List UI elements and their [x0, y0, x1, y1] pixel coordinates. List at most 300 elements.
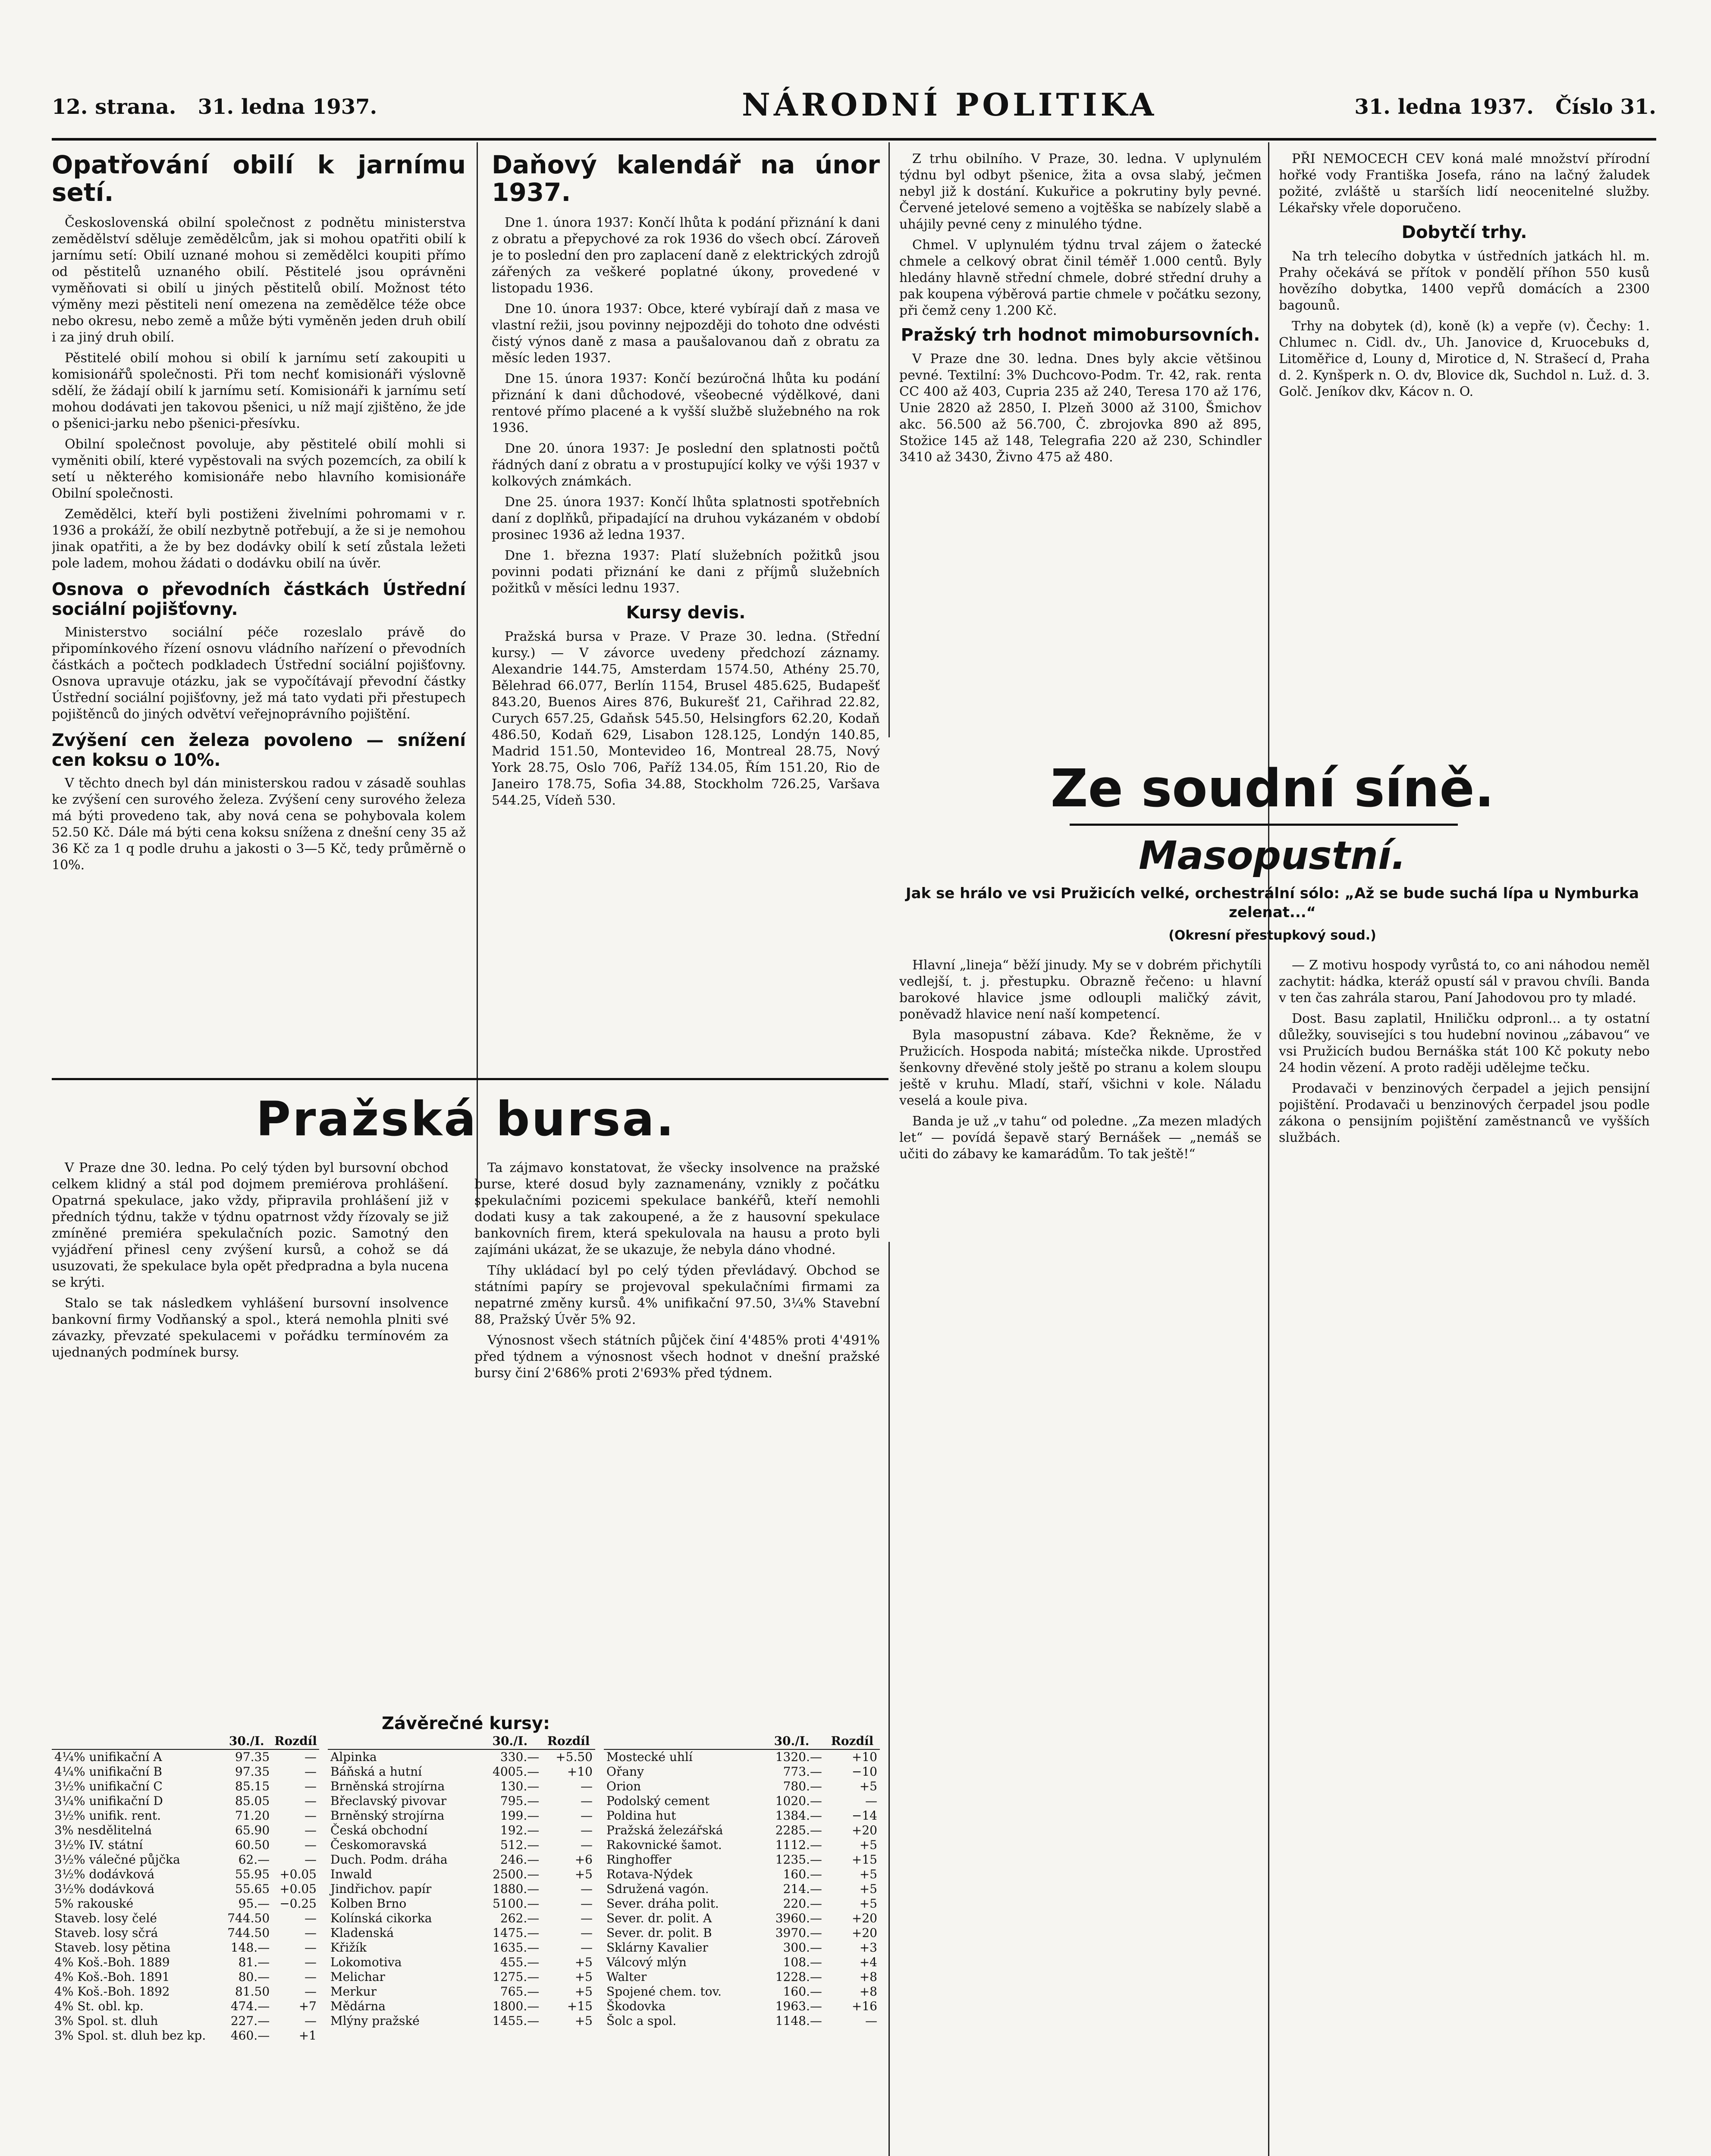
kurs-diff: +5 [575, 1970, 593, 1984]
kurs-diff: — [581, 1794, 593, 1808]
kurs-name: Rotava-Nýdek [606, 1867, 693, 1881]
kurs-value: 3960.— [775, 1911, 822, 1925]
kurs-row [52, 2028, 319, 2043]
kurs-diff: +15 [567, 1999, 593, 2013]
kurs-value: 1635.— [493, 1940, 540, 1955]
kurs-name: 3½% IV. státní [54, 1838, 143, 1852]
kurs-diff: — [581, 1911, 593, 1925]
column-rule-4 [888, 1242, 890, 2156]
kurs-row [52, 1838, 319, 1852]
kurs-name: 4¼% unifikační A [54, 1750, 162, 1764]
kurs-row [604, 1940, 880, 1955]
kurs-diff: +8 [859, 1984, 877, 1999]
kurs-diff: +3 [859, 1940, 877, 1955]
article-paragraph: Hlavní „lineja“ běží jinudy. My se v dobrém přichytíli vedlejší, t. j. přestupku. Obrazně řečeno: u hlavní barokové hlavice jsme odloupli maličký závit, poněvadž hlavice není naší kompetencí. [899, 958, 1262, 1022]
kurs-name: Brněnský strojírna [330, 1808, 445, 1823]
column-rule-3 [1268, 142, 1269, 2156]
kurs-row [328, 1838, 595, 1852]
kurs-name: Sklárny Kavalier [606, 1940, 708, 1955]
article-title-trhy: Dobytčí trhy. [1401, 222, 1527, 242]
section-title-bursa: Pražská bursa. [256, 1091, 676, 1147]
kurs-name: Mědárna [330, 1999, 386, 2013]
kurs-diff: — [305, 1970, 317, 1984]
article-title-obili: Opatřování obilí k jarnímu setí. [52, 151, 466, 207]
article-paragraph: V Praze dne 30. ledna. Dnes byly akcie většinou pevné. Textilní: 3% Duchcovo-Podm. Tr. 42, rak. renta CC 400 až 403, Cupria 235 až 240, Teresa 170 až 176, Unie 2820 až 2850, I. Plzeň 3000 až 3100, Šmichov akc. 56.500 až 56.700, Č. zbrojovka 890 až 895, Stožice 145 až 148, Telegrafia 220 až 230, Schindler 3410 až 3430, Živno 475 až 480. [899, 351, 1262, 465]
article-paragraph: Ministerstvo sociální péče rozeslalo právě do připomínkového řízení osnovu vládního nařízení o převodních částkách a počtech podkladech Ústřední sociální pojišťovny. Osnova upravuje otázku, jak se vypočítávají převodní částky Ústřední sociální pojišťovny, jež má tato vydati při přestupech pojištěnců do jiných odvětví veřejnoprávního pojištění. [52, 625, 466, 722]
kurs-value: 220.— [783, 1896, 822, 1911]
kurs-row [328, 1984, 595, 1999]
kurs-value: 192.— [500, 1823, 540, 1837]
article-paragraph: Ta zájmavo konstatovat, že všecky insolvence na pražské burse, které dosud byly zaznamenány, vznikly z počátku spekulačními pozicemi spekulace bankéřů, kteří nemohli dodati kusy a tak zakoupené, a že z hausovní spekulace bankovních firem, která spekulovala na hausu a proto byli zajímáni ukázat, že se ukazuje, že nebyla dáno vhodné. [474, 1160, 880, 1257]
kurs-diff: — [305, 1926, 317, 1940]
kurs-diff: +5.50 [556, 1750, 593, 1764]
kurs-row [604, 1882, 880, 1896]
kurs-name: Mlýny pražské [330, 2014, 420, 2028]
kurs-value: 1320.— [775, 1750, 822, 1764]
kurs-value: 1475.— [493, 1926, 540, 1940]
kurs-value: 512.— [500, 1838, 540, 1852]
article-paragraph: PŘI NEMOCECH CEV koná malé množství přírodní hořké vody Františka Josefa, ráno na lačný žaludek požité, zvláště u starších lidí neocenitelné služby. Lékařsky vřele doporučeno. [1279, 151, 1650, 216]
kurs-name: Šolc a spol. [606, 2014, 677, 2028]
kurs-value: 1800.— [493, 1999, 540, 2013]
kurs-name: 3¼% unifikační D [54, 1794, 163, 1808]
col-header-diff: Rozdíl [542, 1733, 595, 1749]
kurs-row [52, 1852, 319, 1867]
story-subtitle: Jak se hrálo ve vsi Pružicích velké, orchestrální sólo: „Až se bude suchá lípa u Nymburka zelenat...“ [906, 885, 1639, 921]
kurs-value: 330.— [500, 1750, 540, 1764]
kurs-name: 3½% unifik. rent. [54, 1808, 161, 1823]
kurs-diff: +16 [851, 1999, 877, 2013]
kurs-name: Brněnská strojírna [330, 1779, 445, 1793]
bursa-top-rule [52, 1078, 888, 1080]
kurs-diff: +4 [859, 1955, 877, 1969]
story-court: (Okresní přestupkový soud.) [1168, 928, 1376, 943]
kurs-value: 85.15 [235, 1779, 270, 1793]
kurs-row [52, 1984, 319, 1999]
kurs-name: 3½% unifikační C [54, 1779, 163, 1793]
kurs-name: 3% Spol. st. dluh bez kp. [54, 2028, 206, 2043]
kurs-name: 4% Koš.-Boh. 1892 [54, 1984, 170, 1999]
kurs-name: Orion [606, 1779, 641, 1793]
kurs-row [328, 1823, 595, 1838]
column-1 [52, 151, 466, 1203]
article-title-osnova: Osnova o převodních částkách Ústřední sociální pojišťovny. [52, 580, 466, 619]
kurs-value: 474.— [230, 1999, 270, 2013]
article-paragraph: Zemědělci, kteří byli postiženi živelními pohromami v r. 1936 a prokáží, že obilí nezbytně potřebují, a že si je nemohou jinak opatřiti, a že by bez dodávky obilí k setí zůstala ležeti pole ladem, mohou žádati o dodávku obilí na úvěr. [52, 507, 466, 571]
kurs-name: Sever. dr. polit. B [606, 1926, 712, 1940]
article-title-trh-hodnot: Pražský trh hodnot mimobursovních. [901, 325, 1260, 345]
kurs-diff: +5 [575, 1984, 593, 1999]
article-title-zaverecne: Závěrečné kursy: [382, 1714, 550, 1733]
kurs-row [52, 1926, 319, 1940]
kurs-value: 300.— [783, 1940, 822, 1955]
kurs-diff: — [305, 1955, 317, 1969]
col-header-date: 30./I. [221, 1733, 272, 1749]
kurs-name: Alpinka [330, 1750, 377, 1764]
kurs-value: 1148.— [775, 2014, 822, 2028]
article-title-zelezo: Zvýšení cen železa povoleno — snížení cen koksu o 10%. [52, 730, 466, 770]
kurs-diff: +1 [298, 2028, 317, 2043]
kurs-name: Sdružená vagón. [606, 1882, 709, 1896]
column-rule-2 [888, 142, 890, 737]
page-number [52, 95, 377, 119]
kurs-value: 95.— [238, 1896, 270, 1911]
kurs-row [604, 1984, 880, 1999]
kurs-row [604, 1764, 880, 1779]
kurs-value: 97.35 [235, 1750, 270, 1764]
section-title-soudni: Ze soudní síně. [1050, 759, 1494, 819]
kurs-row [604, 1970, 880, 1984]
kurs-diff: — [581, 1882, 593, 1896]
kurs-value: 1228.— [775, 1970, 822, 1984]
kurs-diff: — [305, 1911, 317, 1925]
article-title-kursy: Kursy devis. [626, 603, 746, 623]
kurs-row [604, 1823, 880, 1838]
kurs-row [328, 1749, 595, 1764]
kurs-name: Rakovnické šamot. [606, 1838, 722, 1852]
kurs-diff: — [305, 1750, 317, 1764]
kurs-value: 795.— [500, 1794, 540, 1808]
kurs-name: Melichar [330, 1970, 385, 1984]
kurs-row [328, 1999, 595, 2014]
article-paragraph: Dne 10. února 1937: Obce, které vybírají daň z masa ve vlastní režii, jsou povinny nejpozději do tohoto dne odvésti čistý výnos daně z masa a paušalovanou daň z obratu za měsíc leden 1937. [492, 301, 880, 366]
kurs-row [52, 1955, 319, 1970]
column-3-top [899, 151, 1262, 742]
article-paragraph: Dne 20. února 1937: Je poslední den splatnosti počtů řádných daní z obratu a v prostupující kolky ve výši 1937 v kolkových známkách. [492, 441, 880, 489]
kurs-row [52, 1911, 319, 1926]
article-paragraph: Dne 1. února 1937: Končí lhůta k podání přiznání k dani z obratu a přepychové za rok 1936 do všech obcí. Zároveň je to poslední den pro zaplacení daně z elektrických zdrojů zářených za veškeré poplatné úkony, provedené v listopadu 1936. [492, 215, 880, 296]
kurs-diff: — [305, 1779, 317, 1793]
kurs-row [328, 1955, 595, 1970]
kurs-row [52, 1764, 319, 1779]
article-paragraph: Trhy na dobytek (d), koně (k) a vepře (v). Čechy: 1. Chlumec n. Cidl. dv., Uh. Janovice d, Kruocebuks d, Litoměřice d, Louny d, Mirotice d, N. Strašecí d, Praha d. 2. Kynšperk n. O. dv, Blovice dk, Suchdol n. Luž. d. 3. Golč. Jeníkov dkv, Kácov n. O. [1279, 319, 1650, 399]
kurs-value: 81.— [238, 1955, 270, 1969]
kurs-diff: −14 [851, 1808, 877, 1823]
column-rule-1 [477, 142, 478, 1207]
kurs-value: 108.— [783, 1955, 822, 1969]
kurs-table-right [604, 1733, 880, 2028]
column-4-story [1279, 957, 1650, 1962]
kurs-value: 1880.— [493, 1882, 540, 1896]
kurs-diff: +5 [859, 1867, 877, 1881]
header-date-left: 31. ledna 1937. [198, 95, 377, 119]
kurs-row [52, 1749, 319, 1764]
page-header [52, 69, 1656, 134]
kurs-value: 55.95 [235, 1867, 270, 1881]
kurs-value: 2500.— [493, 1867, 540, 1881]
kurs-row [604, 1794, 880, 1808]
bursa-column-2 [474, 1160, 880, 1699]
article-paragraph: Z trhu obilního. V Praze, 30. ledna. V uplynulém týdnu byl odbyt pšenice, žita a ovsa slabý, ječmen nebyl již k dostání. Kukuřice a pokrutiny byly pevné. Červené jetelové semeno a vojtěška se nabízely slabě a uhájily pevné ceny z minulého týdne. [899, 151, 1262, 232]
kurs-diff: +10 [851, 1750, 877, 1764]
kurs-value: 160.— [783, 1984, 822, 1999]
kurs-diff: — [305, 1823, 317, 1837]
article-paragraph: Pěstitelé obilí mohou si obilí k jarnímu setí zakoupiti u komisionářů společnosti. Při tom nechť komisionáři výslovně sdělí, že žádají obilí k jarnímu setí. Komisionáři k jarnímu setí mohou dodávati jen takovou pšenici, u níž mají zjištěno, že jde o pšenici-jarku nebo pšenici-přesívku. [52, 351, 466, 431]
kurs-value: 227.— [230, 2014, 270, 2028]
kurs-row [604, 1926, 880, 1940]
kurs-name: 4¼% unifikační B [54, 1764, 162, 1779]
kurs-name: Sever. dráha polit. [606, 1896, 719, 1911]
kurs-value: 1384.— [775, 1808, 822, 1823]
kurs-row [604, 2014, 880, 2028]
kurs-diff: +5 [575, 1867, 593, 1881]
kurs-name: Staveb. losy pětina [54, 1940, 171, 1955]
kurs-name: Válcový mlýn [606, 1955, 687, 1969]
kurs-row [328, 1896, 595, 1911]
kurs-name: Sever. dr. polit. A [606, 1911, 712, 1925]
kurs-diff: +5 [859, 1896, 877, 1911]
kurs-row [328, 1779, 595, 1794]
kurs-name: 4% St. obl. kp. [54, 1999, 144, 2013]
kurs-row [604, 1852, 880, 1867]
column-4-top [1279, 151, 1650, 750]
kurs-name: Poldina hut [606, 1808, 676, 1823]
article-paragraph: Výnosnost všech státních půjček činí 4'485% proti 4'491% před týdnem a výnosnost všech hodnot v dnešní pražské bursy činí 2'686% proti 2'693% před týdnem. [474, 1333, 880, 1381]
article-paragraph: Prodavači v benzinových čerpadel a jejich pensijní pojištění. Prodavači u benzinových čerpadel jsou podle zákona o pensijním pojištění zaměstnanců ve vyšších službách. [1279, 1081, 1650, 1145]
col-header-date: 30./I. [478, 1733, 542, 1749]
kurs-value: 773.— [783, 1764, 822, 1779]
kurs-value: 246.— [500, 1852, 540, 1867]
article-paragraph: Dne 15. února 1937: Končí bezúročná lhůta ku podání přiznání k dani důchodové, všeobecné výdělkové, dani rentové přímo placené a k vyšší službě služebného na rok 1936. [492, 371, 880, 436]
kurs-row [52, 1882, 319, 1896]
kurs-name: Spojené chem. tov. [606, 1984, 722, 1999]
kurs-name: 3% nesdělitelná [54, 1823, 152, 1837]
article-paragraph: Byla masopustní zábava. Kde? Řekněme, že v Pružicích. Hospoda nabitá; místečka nikde. Uprostřed šenkovny dřevěné stoly ještě po stranu a kolem sloupu ještě v kruhu. Mladí, staří, všichni v kole. Náladu veselá a koule piva. [899, 1028, 1262, 1108]
newspaper-title: NÁRODNÍ POLITIKA [742, 86, 1158, 123]
kurs-diff: +15 [851, 1852, 877, 1867]
kurs-value: 5100.— [493, 1896, 540, 1911]
kurs-diff: +0.05 [279, 1867, 317, 1881]
kurs-name: Walter [606, 1970, 647, 1984]
kurs-row [604, 1955, 880, 1970]
kurs-name: Ringhoffer [606, 1852, 672, 1867]
kurs-name: 3½% dodávková [54, 1867, 155, 1881]
kurs-value: 1020.— [775, 1794, 822, 1808]
kurs-diff: — [305, 2014, 317, 2028]
kurs-value: 3970.— [775, 1926, 822, 1940]
kurs-row [604, 1838, 880, 1852]
kurs-diff: — [305, 1794, 317, 1808]
kurs-diff: — [581, 1838, 593, 1852]
kurs-value: 80.— [238, 1970, 270, 1984]
kurs-row [604, 1779, 880, 1794]
article-paragraph: Banda je už „v tahu“ od poledne. „Za mezen mladých let“ — povídá šepavě starý Bernášek — „nemáš se učiti do zábavy ke kamarádům. To tak ještě!“ [899, 1114, 1262, 1162]
kurs-value: 780.— [783, 1779, 822, 1793]
kurs-name: Břeclavský pivovar [330, 1794, 447, 1808]
kurs-diff: +7 [298, 1999, 317, 2013]
kurs-name: Škodovka [606, 1999, 666, 2013]
issue-number: Číslo 31. [1555, 95, 1656, 119]
kurs-diff: — [305, 1838, 317, 1852]
kurs-diff: — [305, 1764, 317, 1779]
kurs-diff: +6 [575, 1852, 593, 1867]
kurs-value: 214.— [783, 1882, 822, 1896]
kurs-diff: +20 [851, 1823, 877, 1837]
kurs-name: 3½% válečné půjčka [54, 1852, 180, 1867]
kurs-value: 262.— [500, 1911, 540, 1925]
kurs-name: Českomoravská [330, 1838, 427, 1852]
kurs-row [328, 2014, 595, 2028]
kurs-name: Kladenská [330, 1926, 394, 1940]
article-paragraph: Dne 25. února 1937: Končí lhůta splatnosti spotřebních daní z doplňků, připadající na druhou vykázaném v období prosinec 1936 až ledna 1937. [492, 495, 880, 542]
kurs-value: 455.— [500, 1955, 540, 1969]
kurs-row [52, 1999, 319, 2014]
kurs-row [604, 1896, 880, 1911]
kurs-table-left [52, 1733, 319, 2043]
kurs-name: Lokomotiva [330, 1955, 402, 1969]
article-paragraph: Stalo se tak následkem vyhlášení bursovní insolvence bankovní firmy Vodňanský a spol., která nemohla plniti své závazky, převzaté spekulacemi v pořádku termínovém za ujednaných podmínek bursy. [52, 1296, 449, 1360]
article-paragraph: Obilní společnost povoluje, aby pěstitelé obilí mohli si vyměniti obilí, které vypěstovali na svých pozemcích, za obilí k setí u některého komisionáře nebo hlavního komisionáře Obilní společnosti. [52, 437, 466, 501]
kurs-name: Křižík [330, 1940, 367, 1955]
kurs-value: 55.65 [235, 1882, 270, 1896]
kurs-value: 148.— [230, 1940, 270, 1955]
kurs-diff: −10 [851, 1764, 877, 1779]
kurs-value: 85.05 [235, 1794, 270, 1808]
kurs-value: 65.90 [235, 1823, 270, 1837]
kurs-diff: −0.25 [279, 1896, 317, 1911]
kurs-diff: +8 [859, 1970, 877, 1984]
kurs-value: 4005.— [493, 1764, 540, 1779]
article-paragraph: Chmel. V uplynulém týdnu trval zájem o žatecké chmele a celkový obrat činil téměř 1.000 centů. Byly hledány hlavně střední chmele, dobré střední druhy a pak koupena výběrová partie chmele v počátku sezony, při čemž ceny 1.200 Kč. [899, 238, 1262, 318]
kurs-row [328, 1808, 595, 1823]
kurs-diff: +20 [851, 1926, 877, 1940]
kurs-diff: — [305, 1940, 317, 1955]
header-rule [52, 138, 1656, 141]
kurs-value: 765.— [500, 1984, 540, 1999]
col-header-diff: Rozdíl [825, 1733, 880, 1749]
kurs-value: 460.— [230, 2028, 270, 2043]
kurs-row [328, 1940, 595, 1955]
kurs-value: 160.— [783, 1867, 822, 1881]
kurs-row [604, 1808, 880, 1823]
column-3-story [899, 957, 1262, 2156]
column-2 [492, 151, 880, 1203]
article-title-danovy: Daňový kalendář na únor 1937. [492, 151, 880, 207]
article-paragraph: V Praze dne 30. ledna. Po celý týden byl bursovní obchod celkem klidný a stál pod dojmem premiérova prohlášení. Opatrná spekulace, jako vždy, připravila prohlášení již v předních týdnu, takže v týdnu opatrnost vždy řízovaly se již zmíněné premiéra spekulačních pozic. Samotný den vyjádření přinesl ceny zvýšení kursů, a cohož se dá usuzovati, že spekulace byla opět předpradna a byla nucena se krýti. [52, 1160, 449, 1290]
article-paragraph: Československá obilní společnost z podnětu ministerstva zemědělství sděluje zemědělcům, jak si mohou opatřiti obilí k jarnímu setí: Obilí uznané mohou si zemědělci koupiti přímo od pěstitelů uznaného obilí. Pěstitelé jsou oprávněni vyměňovati si obilí u jiných pěstitelů obilí. Možnost této výměny mezi pěstiteli není omezena na zemědělce téže obce nebo okresu, nebo země a může býti vyměněn jeden druh obilí i za jiný druh obilí. [52, 215, 466, 345]
kurs-diff: +5 [859, 1779, 877, 1793]
col-header-diff: Rozdíl [272, 1733, 319, 1749]
col-header-date: 30./I. [759, 1733, 825, 1749]
article-paragraph: — Z motivu hospody vyrůstá to, co ani náhodou neměl zachytit: hádka, kteráž opustí sál v pravou chvíli. Banda v ten čas zahrála starou, Paní Jahodovou pro ty mladé. [1279, 958, 1650, 1006]
kurs-diff: +5 [575, 1955, 593, 1969]
kurs-diff: — [581, 1808, 593, 1823]
kurs-row [52, 1779, 319, 1794]
kurs-table-mid [328, 1733, 595, 2028]
story-title-masopustni: Masopustní. [1139, 833, 1406, 878]
header-right [1354, 95, 1656, 119]
header-date-right: 31. ledna 1937. [1354, 95, 1534, 119]
kurs-value: 1963.— [775, 1999, 822, 2013]
kurs-row [52, 1794, 319, 1808]
kurs-name: Merkur [330, 1984, 377, 1999]
kurs-name: Inwald [330, 1867, 372, 1881]
page-number-label: 12. strana. [52, 95, 176, 119]
kurs-diff: +5 [859, 1882, 877, 1896]
kurs-diff: — [581, 1779, 593, 1793]
kurs-diff: — [305, 1852, 317, 1867]
kurs-diff: — [581, 1823, 593, 1837]
bursa-column-1 [52, 1160, 449, 1699]
kurs-row [328, 1970, 595, 1984]
kurs-name: 4% Koš.-Boh. 1889 [54, 1955, 170, 1969]
kurs-name: Duch. Podm. dráha [330, 1852, 448, 1867]
kurs-name: Podolský cement [606, 1794, 710, 1808]
kurs-value: 199.— [500, 1808, 540, 1823]
kurs-row [328, 1852, 595, 1867]
kurs-name: Kolínská cikorka [330, 1911, 432, 1925]
kurs-name: Česká obchodní [330, 1823, 428, 1837]
kurs-value: 744.50 [227, 1911, 270, 1925]
kurs-row [328, 1867, 595, 1882]
kurs-row [604, 1911, 880, 1926]
article-paragraph: V těchto dnech byl dán ministerskou radou v zásadě souhlas ke zvýšení cen surového železa. Zvýšení ceny surového železa má býti provedeno tak, aby nová cena se pohybovala kolem 52.50 Kč. Dále má býti cena koksu snížena z dnešní ceny 35 až 36 Kč za 1 q podle druhu a jakosti o 3—5 Kč, tedy průměrně o 10%. [52, 776, 466, 873]
kurs-row [604, 1867, 880, 1882]
kurs-value: 71.20 [235, 1808, 270, 1823]
kurs-row [328, 1794, 595, 1808]
article-paragraph: Na trh telecího dobytka v ústředních jatkách hl. m. Prahy očekává se přítok v pondělí příhon 550 kusů hovězího dobytka, 1400 vepřů domácích a 2300 bagounů. [1279, 249, 1650, 313]
kurs-value: 1455.— [493, 2014, 540, 2028]
kurs-name: 3% Spol. st. dluh [54, 2014, 158, 2028]
kurs-name: Jindřichov. papír [330, 1882, 432, 1896]
kurs-row [52, 1970, 319, 1984]
kurs-value: 97.35 [235, 1764, 270, 1779]
kurs-row [52, 1823, 319, 1838]
kurs-value: 744.50 [227, 1926, 270, 1940]
kurs-diff: +10 [567, 1764, 593, 1779]
kurs-name: Mostecké uhlí [606, 1750, 693, 1764]
kurs-row [328, 1926, 595, 1940]
kurs-name: 5% rakouské [54, 1896, 134, 1911]
kurs-value: 60.50 [235, 1838, 270, 1852]
kurs-row [52, 1808, 319, 1823]
kurs-name: Báňská a hutní [330, 1764, 422, 1779]
kurs-diff: — [581, 1926, 593, 1940]
kurs-row [328, 1882, 595, 1896]
kurs-diff: — [305, 1808, 317, 1823]
kurs-diff: — [865, 2014, 877, 2028]
article-paragraph: Tíhy ukládací byl po celý týden převládavý. Obchod se státními papíry se projevoval spekulačními firmami za nepatrné změny kursů. 4% unifikační 97.50, 3¼% Stavební 88, Pražský Úvěr 5% 92. [474, 1263, 880, 1327]
kurs-diff: +20 [851, 1911, 877, 1925]
soudni-rule [1070, 824, 1458, 826]
kurs-diff: +5 [859, 1838, 877, 1852]
kurs-name: Staveb. losy sčrá [54, 1926, 158, 1940]
article-paragraph: Dne 1. března 1937: Platí služebních požitků jsou povinni podati přiznání ke dani z příjmů služebních požitků v měsíci lednu 1937. [492, 548, 880, 596]
kurs-name: Pražská železářská [606, 1823, 723, 1837]
kurs-name: 4% Koš.-Boh. 1891 [54, 1970, 170, 1984]
kurs-row [52, 1940, 319, 1955]
kurs-diff: +5 [575, 2014, 593, 2028]
kurs-value: 1112.— [775, 1838, 822, 1852]
kurs-value: 130.— [500, 1779, 540, 1793]
article-paragraph: Dost. Basu zaplatil, Hniličku odpronl... a ty ostatní důležky, souvisejíci s tou hudební novinou „zábavou“ ve vsi Pružicích budou Bernáška stát 100 Kč pokuty nebo 24 hodin vězení. A proto raději udělejme tečku. [1279, 1011, 1650, 1075]
kurs-diff: — [581, 1896, 593, 1911]
kurs-row [328, 1911, 595, 1926]
kurs-diff: — [581, 1940, 593, 1955]
kurs-row [328, 1764, 595, 1779]
kurs-diff: +0.05 [279, 1882, 317, 1896]
kurs-value: 1235.— [775, 1852, 822, 1867]
kurs-diff: — [865, 1794, 877, 1808]
kurs-name: Kolben Brno [330, 1896, 407, 1911]
kurs-row [52, 1896, 319, 1911]
kurs-value: 1275.— [493, 1970, 540, 1984]
kurs-row [52, 1867, 319, 1882]
kurs-value: 81.50 [235, 1984, 270, 1999]
kurs-value: 62.— [238, 1852, 270, 1867]
kurs-name: Staveb. losy čelé [54, 1911, 157, 1925]
kurs-row [52, 2014, 319, 2028]
